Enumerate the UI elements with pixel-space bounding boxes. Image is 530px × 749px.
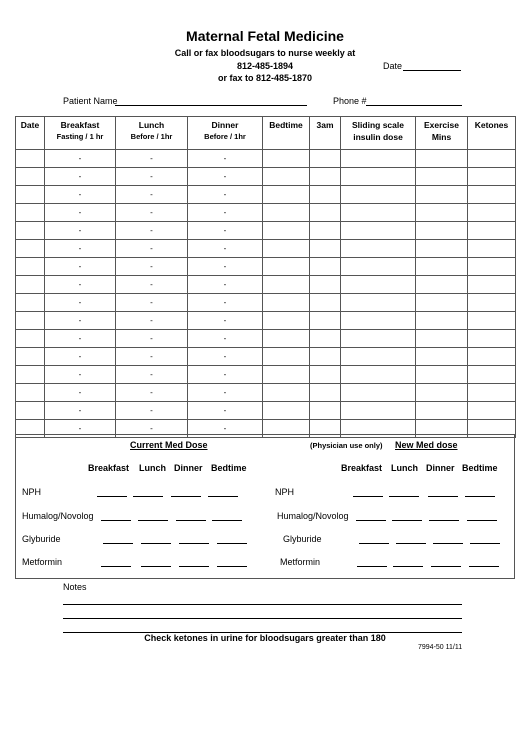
log-cell[interactable] (310, 240, 341, 258)
log-cell[interactable]: - (45, 420, 116, 438)
log-cell[interactable] (468, 258, 516, 276)
log-cell[interactable] (263, 312, 310, 330)
log-cell[interactable] (468, 294, 516, 312)
log-cell[interactable] (341, 366, 416, 384)
new-col-2: Dinner (426, 463, 455, 473)
log-cell[interactable]: - (45, 330, 116, 348)
log-row (16, 168, 516, 186)
col-ketones: Ketones (468, 117, 516, 150)
log-cell[interactable] (416, 258, 468, 276)
log-row (16, 330, 516, 348)
ketone-instruction: Check ketones in urine for bloodsugars greater than 180 (144, 633, 386, 643)
log-cell[interactable]: - (45, 366, 116, 384)
drug-new-0: NPH (275, 487, 295, 497)
current-med-dose-heading: Current Med Dose (130, 440, 208, 450)
log-cell[interactable] (263, 186, 310, 204)
drug-new-1: Humalog/Novolog (277, 511, 349, 521)
current-col-0: Breakfast (88, 463, 130, 473)
drug-new-2: Glyburide (283, 534, 322, 544)
new-dose-blank[interactable] (428, 496, 458, 497)
current-dose-blank[interactable] (101, 566, 131, 567)
drug-new-3: Metformin (280, 557, 321, 567)
log-cell[interactable]: - (116, 294, 188, 312)
log-cell[interactable]: - (45, 258, 116, 276)
log-cell[interactable] (341, 384, 416, 402)
log-cell[interactable] (416, 402, 468, 420)
log-cell[interactable] (341, 204, 416, 222)
log-cell[interactable]: - (116, 258, 188, 276)
log-cell[interactable]: - (45, 348, 116, 366)
bloodsugar-log-table (15, 116, 516, 438)
log-cell[interactable]: - (188, 384, 263, 402)
date-field[interactable] (403, 70, 461, 71)
log-cell[interactable] (341, 240, 416, 258)
log-cell[interactable]: - (45, 312, 116, 330)
new-col-1: Lunch (391, 463, 418, 473)
col-breakfast-sub: Fasting / 1 hr (56, 132, 104, 141)
log-cell[interactable]: - (188, 186, 263, 204)
log-cell[interactable] (416, 294, 468, 312)
log-cell[interactable] (310, 186, 341, 204)
new-dose-blank[interactable] (469, 566, 499, 567)
current-dose-blank[interactable] (217, 543, 247, 544)
new-dose-blank[interactable] (357, 566, 387, 567)
log-cell[interactable]: - (188, 258, 263, 276)
log-cell[interactable] (310, 330, 341, 348)
drug-current-2: Glyburide (22, 534, 61, 544)
log-cell[interactable]: - (45, 186, 116, 204)
log-cell[interactable] (263, 366, 310, 384)
log-cell[interactable] (468, 312, 516, 330)
log-cell[interactable] (416, 204, 468, 222)
log-cell[interactable] (310, 276, 341, 294)
new-dose-blank[interactable] (392, 520, 422, 521)
current-dose-blank[interactable] (212, 520, 242, 521)
new-dose-blank[interactable] (431, 566, 461, 567)
nurse-phone: 812-485-1894 (236, 61, 294, 71)
log-cell[interactable]: - (188, 240, 263, 258)
date-label: Date (383, 61, 403, 71)
log-cell[interactable] (341, 294, 416, 312)
log-row (16, 276, 516, 294)
log-cell[interactable] (16, 204, 45, 222)
current-col-3: Bedtime (211, 463, 247, 473)
log-cell[interactable]: - (188, 150, 263, 168)
current-dose-blank[interactable] (103, 543, 133, 544)
current-dose-blank[interactable] (171, 496, 201, 497)
log-cell[interactable]: - (116, 222, 188, 240)
log-cell[interactable]: - (188, 276, 263, 294)
current-col-2: Dinner (174, 463, 203, 473)
log-cell[interactable] (263, 258, 310, 276)
log-cell[interactable]: - (45, 168, 116, 186)
col-lunch-sub: Before / 1hr (130, 132, 173, 141)
current-dose-blank[interactable] (208, 496, 238, 497)
log-row (16, 240, 516, 258)
log-cell[interactable] (468, 402, 516, 420)
patient-name-label: Patient Name (63, 96, 118, 106)
log-cell[interactable] (16, 168, 45, 186)
phone-field[interactable] (366, 105, 462, 106)
log-cell[interactable] (310, 168, 341, 186)
col-lunch: Lunch Before / 1hr (116, 117, 188, 150)
current-dose-blank[interactable] (133, 496, 163, 497)
col-3am: 3am (310, 117, 341, 150)
log-cell[interactable]: - (188, 294, 263, 312)
log-cell[interactable]: - (116, 150, 188, 168)
log-cell[interactable]: - (45, 204, 116, 222)
log-cell[interactable] (341, 402, 416, 420)
notes-line-1[interactable] (63, 604, 462, 605)
log-cell[interactable]: - (188, 168, 263, 186)
instruction-line-1: Call or fax bloodsugars to nurse weekly at (174, 48, 356, 58)
col-dinner: Dinner Before / 1hr (188, 117, 263, 150)
current-col-1: Lunch (139, 463, 166, 473)
drug-current-1: Humalog/Novolog (22, 511, 94, 521)
log-cell[interactable]: - (116, 168, 188, 186)
log-cell[interactable]: - (188, 420, 263, 438)
log-header-row (16, 117, 516, 150)
log-cell[interactable] (16, 186, 45, 204)
log-row (16, 222, 516, 240)
log-cell[interactable]: - (45, 276, 116, 294)
fax-number: or fax to 812-485-1870 (217, 73, 313, 83)
log-row (16, 204, 516, 222)
log-cell[interactable]: - (188, 330, 263, 348)
log-cell[interactable]: - (45, 384, 116, 402)
log-cell[interactable]: - (45, 240, 116, 258)
log-cell[interactable]: - (188, 222, 263, 240)
log-cell[interactable] (263, 348, 310, 366)
log-cell[interactable] (263, 294, 310, 312)
new-col-0: Breakfast (341, 463, 383, 473)
log-cell[interactable] (263, 168, 310, 186)
log-row (16, 366, 516, 384)
medication-section (15, 434, 515, 579)
log-cell[interactable] (310, 366, 341, 384)
log-cell[interactable] (310, 312, 341, 330)
log-row (16, 186, 516, 204)
new-dose-blank[interactable] (429, 520, 459, 521)
log-cell[interactable] (341, 330, 416, 348)
log-cell[interactable] (468, 366, 516, 384)
log-cell[interactable] (416, 348, 468, 366)
log-cell[interactable] (263, 402, 310, 420)
form-title: Maternal Fetal Medicine (186, 28, 344, 44)
log-cell[interactable] (341, 312, 416, 330)
log-cell[interactable] (416, 150, 468, 168)
log-row (16, 402, 516, 420)
physician-use-note: (Physician use only) (310, 441, 383, 450)
log-cell[interactable]: - (116, 330, 188, 348)
log-cell[interactable] (16, 294, 45, 312)
new-dose-blank[interactable] (359, 543, 389, 544)
log-cell[interactable]: - (188, 402, 263, 420)
current-dose-blank[interactable] (101, 520, 131, 521)
log-cell[interactable] (263, 384, 310, 402)
col-sliding-scale: Sliding scale insulin dose (341, 117, 416, 150)
col-breakfast: Breakfast Fasting / 1 hr (45, 117, 116, 150)
log-cell[interactable] (468, 222, 516, 240)
new-dose-blank[interactable] (465, 496, 495, 497)
log-cell[interactable] (16, 222, 45, 240)
log-cell[interactable] (341, 258, 416, 276)
log-cell[interactable]: - (116, 186, 188, 204)
log-cell[interactable] (16, 240, 45, 258)
log-cell[interactable]: - (116, 204, 188, 222)
log-cell[interactable] (341, 276, 416, 294)
log-cell[interactable] (16, 276, 45, 294)
log-row (16, 384, 516, 402)
log-cell[interactable] (310, 204, 341, 222)
log-cell[interactable]: - (116, 384, 188, 402)
current-dose-blank[interactable] (97, 496, 127, 497)
log-cell[interactable] (16, 330, 45, 348)
log-cell[interactable] (310, 402, 341, 420)
log-cell[interactable] (416, 366, 468, 384)
new-col-3: Bedtime (462, 463, 498, 473)
log-cell[interactable]: - (45, 294, 116, 312)
new-dose-blank[interactable] (393, 566, 423, 567)
log-cell[interactable] (468, 348, 516, 366)
log-cell[interactable] (310, 222, 341, 240)
log-cell[interactable] (16, 312, 45, 330)
new-dose-blank[interactable] (353, 496, 383, 497)
log-cell[interactable] (468, 168, 516, 186)
log-row (16, 258, 516, 276)
log-row (16, 348, 516, 366)
log-cell[interactable] (341, 222, 416, 240)
log-cell[interactable]: - (45, 402, 116, 420)
log-cell[interactable] (468, 384, 516, 402)
log-cell[interactable] (263, 240, 310, 258)
log-cell[interactable] (310, 348, 341, 366)
log-row (16, 294, 516, 312)
col-dinner-sub: Before / 1hr (204, 132, 246, 141)
new-dose-blank[interactable] (396, 543, 426, 544)
drug-current-3: Metformin (22, 557, 63, 567)
col-exercise: Exercise Mins (416, 117, 468, 150)
drug-current-0: NPH (22, 487, 42, 497)
current-dose-blank[interactable] (176, 520, 206, 521)
log-cell[interactable] (263, 150, 310, 168)
log-cell[interactable] (263, 330, 310, 348)
log-cell[interactable] (16, 402, 45, 420)
current-dose-blank[interactable] (141, 566, 171, 567)
log-cell[interactable] (16, 366, 45, 384)
log-cell[interactable] (341, 150, 416, 168)
current-dose-blank[interactable] (217, 566, 247, 567)
log-cell[interactable]: - (116, 402, 188, 420)
log-cell[interactable] (468, 330, 516, 348)
log-cell[interactable] (341, 168, 416, 186)
log-cell[interactable] (263, 276, 310, 294)
log-cell[interactable] (341, 348, 416, 366)
log-row (16, 150, 516, 168)
notes-line-2[interactable] (63, 618, 462, 619)
log-cell[interactable] (416, 240, 468, 258)
log-cell[interactable]: - (188, 348, 263, 366)
notes-label: Notes (63, 582, 87, 592)
log-cell[interactable] (468, 186, 516, 204)
log-cell[interactable] (310, 294, 341, 312)
new-med-dose-heading: New Med dose (395, 440, 458, 450)
log-cell[interactable] (310, 150, 341, 168)
log-cell[interactable]: - (116, 240, 188, 258)
log-cell[interactable]: - (116, 276, 188, 294)
log-cell[interactable] (16, 384, 45, 402)
col-date: Date (16, 117, 45, 150)
log-cell[interactable] (416, 186, 468, 204)
log-cell[interactable] (16, 150, 45, 168)
log-cell[interactable] (468, 150, 516, 168)
log-cell[interactable]: - (45, 150, 116, 168)
log-cell[interactable]: - (188, 204, 263, 222)
log-cell[interactable] (310, 384, 341, 402)
patient-name-field[interactable] (115, 105, 307, 106)
log-cell[interactable] (16, 258, 45, 276)
new-dose-blank[interactable] (467, 520, 497, 521)
log-cell[interactable] (468, 204, 516, 222)
log-cell[interactable] (416, 222, 468, 240)
log-cell[interactable] (416, 330, 468, 348)
log-cell[interactable]: - (116, 312, 188, 330)
log-cell[interactable]: - (116, 366, 188, 384)
log-cell[interactable] (416, 168, 468, 186)
log-cell[interactable]: - (188, 366, 263, 384)
log-cell[interactable] (468, 276, 516, 294)
new-dose-blank[interactable] (356, 520, 386, 521)
log-cell[interactable] (16, 348, 45, 366)
log-cell[interactable] (416, 312, 468, 330)
phone-label: Phone # (333, 96, 367, 106)
log-cell[interactable] (416, 276, 468, 294)
current-dose-blank[interactable] (141, 543, 171, 544)
col-bedtime: Bedtime (263, 117, 310, 150)
log-cell[interactable] (468, 240, 516, 258)
new-dose-blank[interactable] (433, 543, 463, 544)
log-cell[interactable] (263, 204, 310, 222)
new-dose-blank[interactable] (470, 543, 500, 544)
log-cell[interactable] (416, 384, 468, 402)
current-dose-blank[interactable] (179, 543, 209, 544)
log-cell[interactable]: - (188, 312, 263, 330)
new-dose-blank[interactable] (389, 496, 419, 497)
log-cell[interactable]: - (116, 348, 188, 366)
log-cell[interactable] (310, 258, 341, 276)
current-dose-blank[interactable] (179, 566, 209, 567)
log-cell[interactable] (263, 222, 310, 240)
log-row (16, 312, 516, 330)
log-cell[interactable]: - (45, 222, 116, 240)
log-cell[interactable] (341, 186, 416, 204)
log-cell[interactable]: - (116, 420, 188, 438)
form-code: 7994-50 11/11 (418, 644, 463, 651)
current-dose-blank[interactable] (138, 520, 168, 521)
